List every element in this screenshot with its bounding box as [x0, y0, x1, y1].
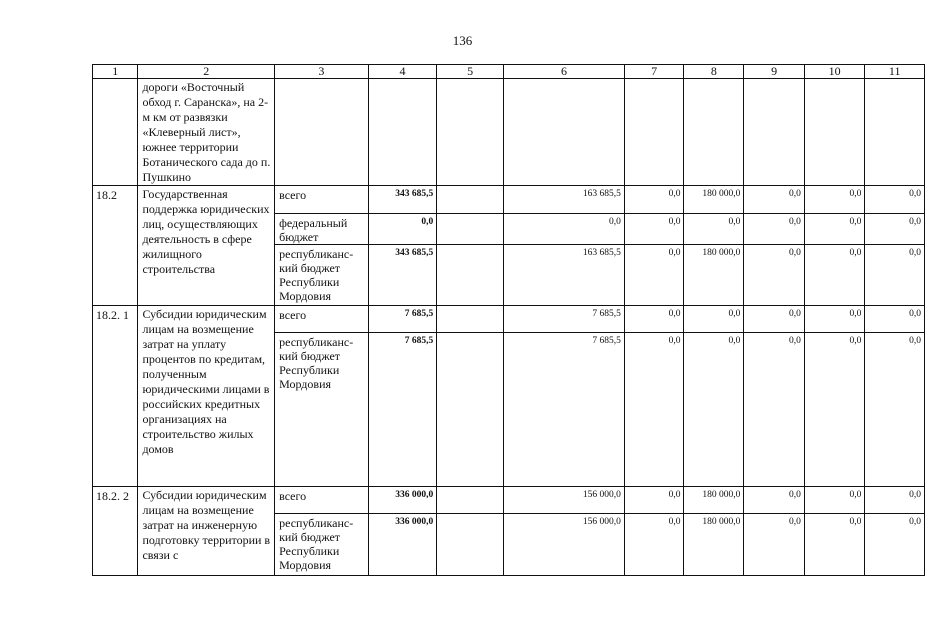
value-cell: 180 000,0 [684, 245, 744, 306]
value-cell: 0,0 [744, 214, 805, 245]
header-cell: 7 [624, 65, 684, 79]
header-cell: 10 [804, 65, 865, 79]
value-cell: 0,0 [865, 245, 925, 306]
source-cell: республиканс-кий бюджет Республики Мордовия [275, 333, 369, 487]
row-number-cell [93, 79, 138, 186]
value-cell: 0,0 [624, 333, 684, 487]
header-cell: 8 [684, 65, 744, 79]
header-cell: 2 [138, 65, 275, 79]
table-row [93, 79, 925, 186]
value-cell: 0,0 [804, 186, 865, 214]
value-cell: 343 685,5 [368, 245, 437, 306]
value-cell: 0,0 [865, 214, 925, 245]
source-cell: республиканс-кий бюджет Республики Мордовия [275, 514, 369, 576]
value-cell: 336 000,0 [368, 487, 437, 514]
value-cell: 156 000,0 [504, 487, 625, 514]
source-cell: всего [275, 306, 369, 333]
table-row [93, 487, 925, 514]
header-row [93, 65, 925, 79]
value-cell: 0,0 [624, 214, 684, 245]
value-cell: 0,0 [684, 306, 744, 333]
header-cell: 5 [437, 65, 504, 79]
value-cell: 0,0 [865, 186, 925, 214]
header-cell: 11 [865, 65, 925, 79]
budget-table [92, 64, 925, 576]
value-cell [437, 245, 504, 306]
value-cell: 163 685,5 [504, 245, 625, 306]
row-name-cell: Субсидии юридическим лицам на возмещение затрат на уплату процентов по кредитам, полученным юридическими лицами в российских кредитных организациях на строительство жилых домов [138, 306, 275, 487]
row-name-cell: Государственная поддержка юридических лиц, осуществляющих деятельность в сфере жилищного строительства [138, 186, 275, 306]
source-cell: федеральный бюджет [275, 214, 369, 245]
value-cell: 7 685,5 [504, 333, 625, 487]
value-cell: 180 000,0 [684, 514, 744, 576]
value-cell: 0,0 [504, 214, 625, 245]
header-cell: 1 [93, 65, 138, 79]
value-cell: 0,0 [624, 514, 684, 576]
value-cell: 0,0 [624, 306, 684, 333]
value-cell: 0,0 [804, 214, 865, 245]
value-cell: 180 000,0 [684, 186, 744, 214]
header-cell: 9 [744, 65, 805, 79]
row-name-cell: дороги «Восточный обход г. Саранска», на 2-м км от развязки «Клеверный лист», южнее территории Ботанического сада до п. Пушкино [138, 79, 275, 186]
page-number: 136 [452, 33, 473, 48]
value-cell: 0,0 [744, 514, 805, 576]
row-number-cell: 18.2 [93, 186, 138, 306]
source-cell: республиканс-кий бюджет Республики Мордовия [275, 245, 369, 306]
header-cell: 6 [504, 65, 625, 79]
value-cell: 0,0 [684, 214, 744, 245]
value-cell: 156 000,0 [504, 514, 625, 576]
value-cell [437, 306, 504, 333]
value-cell: 0,0 [804, 333, 865, 487]
value-cell: 0,0 [744, 333, 805, 487]
value-cell: 7 685,5 [368, 306, 437, 333]
value-cell: 0,0 [744, 306, 805, 333]
value-cell: 0,0 [624, 245, 684, 306]
value-cell [437, 487, 504, 514]
value-cell: 7 685,5 [504, 306, 625, 333]
table-row [93, 306, 925, 333]
value-cell: 7 685,5 [368, 333, 437, 487]
value-cell: 0,0 [368, 214, 437, 245]
value-cell: 0,0 [744, 186, 805, 214]
value-cell [437, 186, 504, 214]
value-cell: 0,0 [744, 487, 805, 514]
value-cell: 336 000,0 [368, 514, 437, 576]
value-cell: 0,0 [865, 487, 925, 514]
header-cell: 4 [368, 65, 437, 79]
source-cell: всего [275, 487, 369, 514]
value-cell: 163 685,5 [504, 186, 625, 214]
value-cell: 0,0 [684, 333, 744, 487]
value-cell: 0,0 [865, 514, 925, 576]
value-cell: 0,0 [865, 306, 925, 333]
value-cell [437, 333, 504, 487]
value-cell: 0,0 [865, 333, 925, 487]
value-cell: 0,0 [804, 245, 865, 306]
row-number-cell: 18.2. 2 [93, 487, 138, 576]
value-cell: 0,0 [804, 514, 865, 576]
value-cell: 0,0 [804, 487, 865, 514]
value-cell: 0,0 [744, 245, 805, 306]
value-cell: 0,0 [624, 487, 684, 514]
value-cell: 0,0 [624, 186, 684, 214]
value-cell [437, 214, 504, 245]
value-cell: 343 685,5 [368, 186, 437, 214]
source-cell: всего [275, 186, 369, 214]
value-cell: 180 000,0 [684, 487, 744, 514]
row-name-cell: Субсидии юридическим лицам на возмещение затрат на инженерную подготовку территории в связи с [138, 487, 275, 576]
value-cell [437, 514, 504, 576]
value-cell: 0,0 [804, 306, 865, 333]
row-number-cell: 18.2. 1 [93, 306, 138, 487]
header-cell: 3 [275, 65, 369, 79]
table-row [93, 186, 925, 214]
